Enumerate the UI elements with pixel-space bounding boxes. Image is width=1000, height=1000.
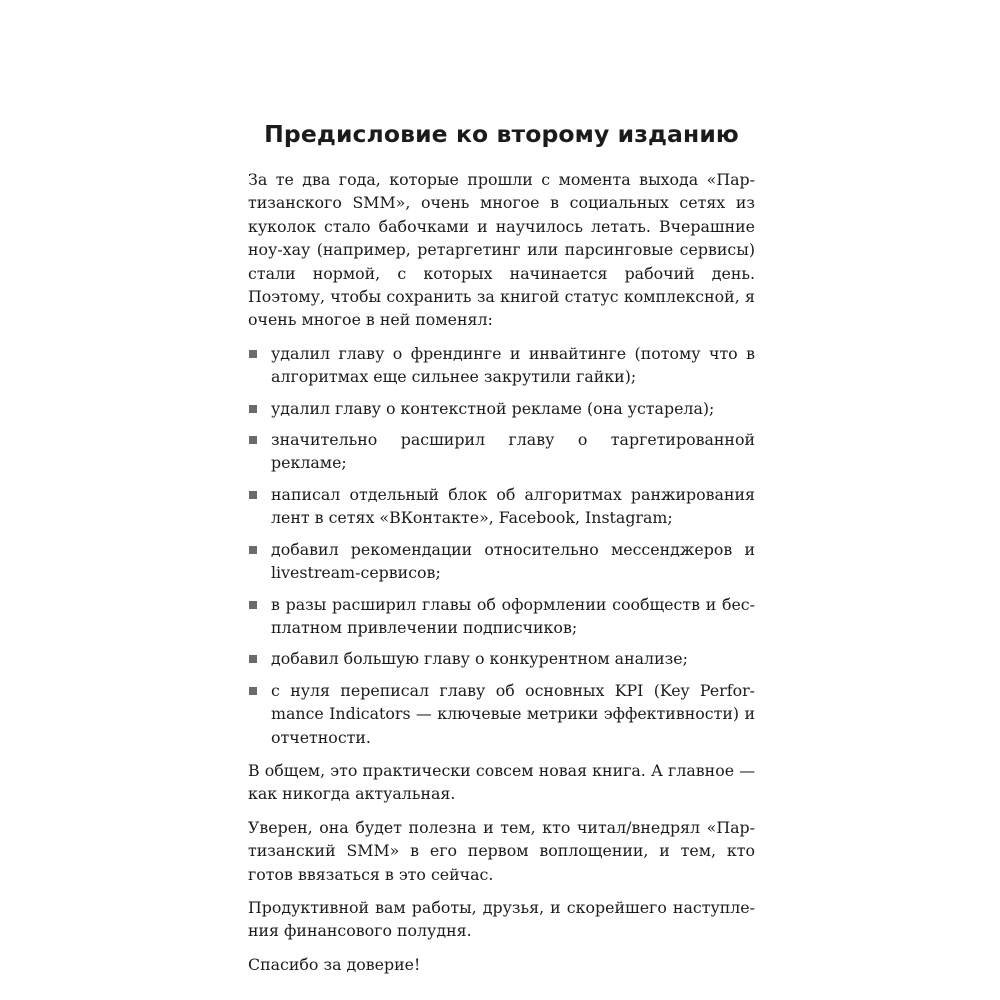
list-item-text: удалил главу о френдинге и инвайтинге (потому что в алгоритмах еще сильнее закрутили гайки); — [271, 343, 755, 387]
list-item-text: добавил рекомендации относительно мессенджеров и livestream-сервисов; — [271, 539, 755, 583]
square-bullet-icon — [249, 491, 257, 499]
square-bullet-icon — [249, 405, 257, 413]
square-bullet-icon — [249, 601, 257, 609]
square-bullet-icon — [249, 546, 257, 554]
changes-list — [248, 342, 755, 749]
list-item — [248, 342, 755, 389]
thanks-paragraph: Спасибо за доверие! — [248, 954, 421, 974]
list-item — [248, 593, 755, 640]
square-bullet-icon — [249, 436, 257, 444]
list-item — [248, 428, 755, 475]
list-item-text: написал отдельный блок об алгоритмах ранжирования лент в сетях «ВКонтакте», Facebook, Instagram; — [271, 484, 755, 528]
list-item — [248, 538, 755, 585]
square-bullet-icon — [249, 350, 257, 358]
audience-paragraph: Уверен, она будет полезна и тем, кто читал/внедрял «Партизанский SMM» в его первом воплощении, и тем, кто готов ввязаться в это сейчас. — [248, 817, 755, 884]
book-page — [248, 118, 755, 986]
summary-paragraph: В общем, это практически совсем новая книга. А главное — как никогда актуальная. — [248, 760, 755, 804]
list-item — [248, 679, 755, 749]
list-item — [248, 483, 755, 530]
list-item — [248, 647, 755, 670]
square-bullet-icon — [249, 655, 257, 663]
square-bullet-icon — [249, 687, 257, 695]
page-title: Предисловие ко второму изданию — [264, 120, 739, 148]
intro-paragraph: За те два года, которые прошли с момента выхода «Партизанского SMM», очень многое в социальных сетях из куколок стало бабочками и научилось летать. Вчерашние ноу-хау (например, ретаргетинг или парсинговые сервисы) стали нормой, с которых начинается рабочий день. Поэтому, чтобы сохранить за книгой статус комплексной, я очень многое в ней поменял: — [248, 170, 755, 330]
wishes-paragraph: Продуктивной вам работы, друзья, и скорейшего наступления финансового полудня. — [248, 897, 755, 941]
list-item-text: значительно расширил главу о таргетированной рекламе; — [271, 430, 755, 473]
list-item-text: удалил главу о контекстной рекламе (она устарела); — [271, 398, 715, 418]
list-item-text: в разы расширил главы об оформлении сообществ и бесплатном привлечении подписчиков; — [271, 594, 755, 637]
list-item-text: с нуля переписал главу об основных KPI (Key Performance Indicators — ключевые метрики эффективности) и отчетности. — [271, 680, 755, 747]
list-item-text: добавил большую главу о конкурентном анализе; — [271, 649, 688, 669]
list-item — [248, 397, 755, 420]
